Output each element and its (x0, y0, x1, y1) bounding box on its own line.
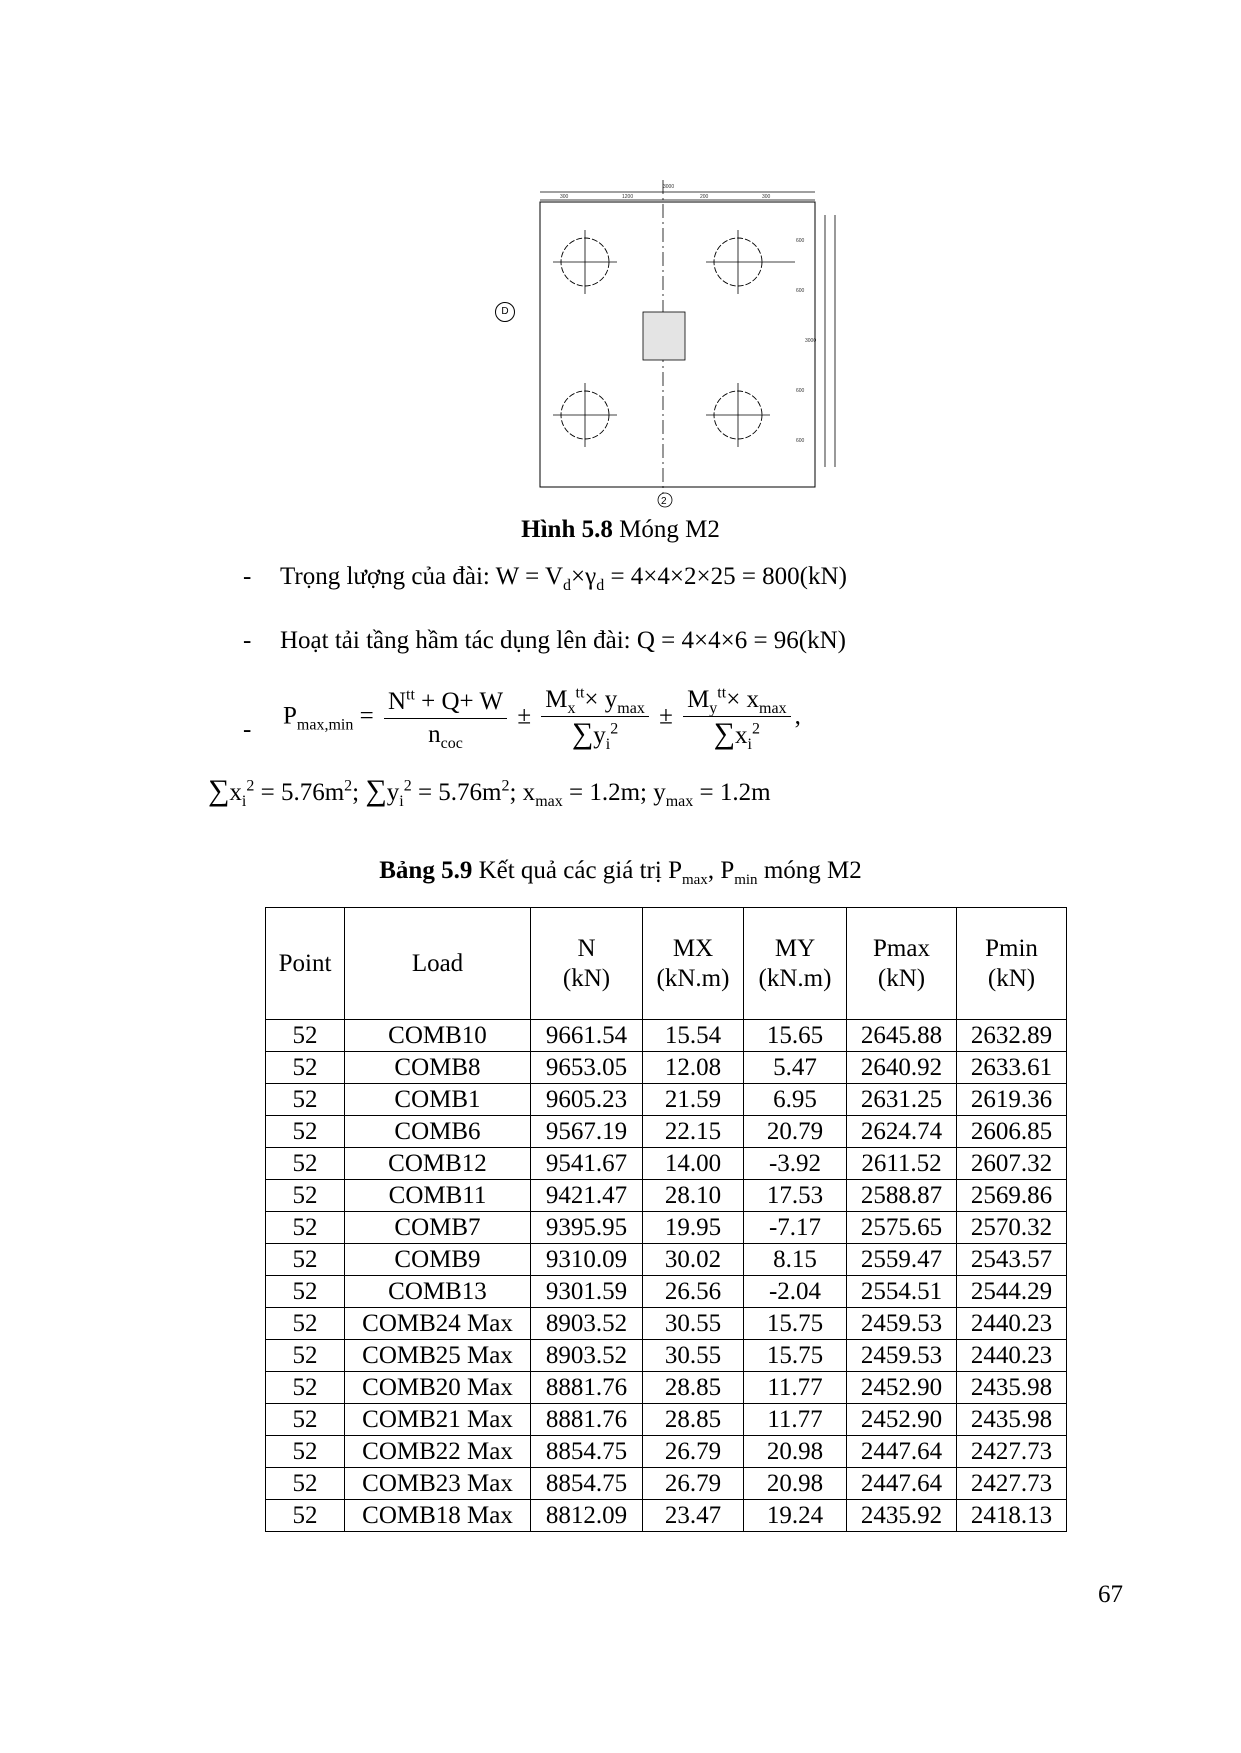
table-cell: 52 (266, 1276, 345, 1308)
table-cell: 9310.09 (531, 1244, 643, 1276)
table-cell: 2631.25 (847, 1084, 957, 1116)
table-row (266, 1500, 1067, 1532)
dim-label-3: 200 (700, 194, 709, 200)
table-cell: 52 (266, 1180, 345, 1212)
table-cell: 2452.90 (847, 1404, 957, 1436)
bullet-dash-1: - (243, 563, 252, 590)
table-cell: COMB23 Max (345, 1468, 531, 1500)
table-cell: 6.95 (744, 1084, 847, 1116)
axis-bubble-2: 2 (661, 496, 667, 507)
table-cell: COMB13 (345, 1276, 531, 1308)
table-row (266, 1084, 1067, 1116)
table-caption: Bảng 5.9 Kết quả các giá trị $P_{max}$, $P_{min}$ móng M2 (379, 857, 862, 888)
table-cell: 2544.29 (957, 1276, 1067, 1308)
table-row (266, 1148, 1067, 1180)
table-cell: 28.85 (643, 1372, 744, 1404)
side-dim-5: 600 (796, 438, 805, 444)
table-cell: 52 (266, 1212, 345, 1244)
table-cell: 12.08 (643, 1052, 744, 1084)
header-pmin: Pmin (kN) (957, 908, 1067, 1020)
table-cell: 2459.53 (847, 1340, 957, 1372)
table-row (266, 1244, 1067, 1276)
table-cell: 19.24 (744, 1500, 847, 1532)
table-cell: 11.77 (744, 1372, 847, 1404)
table-cell: COMB7 (345, 1212, 531, 1244)
table-cell: 9541.67 (531, 1148, 643, 1180)
table-cell: 2588.87 (847, 1180, 957, 1212)
table-row (266, 1180, 1067, 1212)
table-cell: 52 (266, 1436, 345, 1468)
table-row (266, 1308, 1067, 1340)
table-cell: 2606.85 (957, 1116, 1067, 1148)
table-cell: 2543.57 (957, 1244, 1067, 1276)
header-mx: MX (kN.m) (643, 908, 744, 1020)
table-cell: COMB21 Max (345, 1404, 531, 1436)
table-cell: 2607.32 (957, 1148, 1067, 1180)
header-point: Point (266, 908, 345, 1020)
column (643, 312, 685, 360)
bullet-dash-3: - (243, 716, 252, 743)
table-row (266, 1468, 1067, 1500)
dim-label-1: 300 (560, 194, 569, 200)
table-cell: 2570.32 (957, 1212, 1067, 1244)
table-cell: 28.10 (643, 1180, 744, 1212)
table-cell: 2452.90 (847, 1372, 957, 1404)
table-cell: 2624.74 (847, 1116, 957, 1148)
table-cell: 52 (266, 1468, 345, 1500)
table-header-row (266, 908, 1067, 1020)
table-cell: COMB22 Max (345, 1436, 531, 1468)
table-cell: COMB18 Max (345, 1500, 531, 1532)
table-row (266, 1052, 1067, 1084)
table-cell: 8903.52 (531, 1308, 643, 1340)
table-cell: 15.75 (744, 1340, 847, 1372)
page-number: 67 (1098, 1581, 1123, 1608)
table-row (266, 1212, 1067, 1244)
pmax-formula: $P_{max,min}$ = $\frac{N^{tt} + Q+ W}{n_{coc}}$ ± $\frac{M_x^{tt}\times y_{max}}{\sum y_i^2}$ ± $\frac{M_y^{tt}\times x_{max}}{\sum x_i^2}$ , (283, 684, 801, 753)
table-cell: 20.79 (744, 1116, 847, 1148)
sums-formula: $\sum x_i^2 = 5.76m^2$; $\sum y_i^2 = 5.76m^2$; $x_{max} = 1.2m$; $y_{max} = 1.2m$ (208, 774, 771, 810)
table-cell: 52 (266, 1340, 345, 1372)
table-cell: 2427.73 (957, 1468, 1067, 1500)
pile-bottom-left (553, 383, 617, 447)
result-table (265, 907, 1067, 1532)
table-cell: COMB10 (345, 1020, 531, 1052)
header-pmax: Pmax (kN) (847, 908, 957, 1020)
table-row (266, 1276, 1067, 1308)
table-cell: 14.00 (643, 1148, 744, 1180)
dim-label-2: 1200 (622, 194, 634, 200)
table-cell: 22.15 (643, 1116, 744, 1148)
table-cell: 52 (266, 1084, 345, 1116)
table-cell: 2619.36 (957, 1084, 1067, 1116)
table-cell: 30.55 (643, 1340, 744, 1372)
table-cell: 2447.64 (847, 1436, 957, 1468)
table-cell: 9661.54 (531, 1020, 643, 1052)
table-cell: 11.77 (744, 1404, 847, 1436)
table-cell: COMB12 (345, 1148, 531, 1180)
figure-caption: Hình 5.8 Móng M2 (521, 516, 720, 543)
table-cell: 8881.76 (531, 1404, 643, 1436)
table-cell: -7.17 (744, 1212, 847, 1244)
table-cell: 2645.88 (847, 1020, 957, 1052)
table-cell: 2569.86 (957, 1180, 1067, 1212)
table-cell: 17.53 (744, 1180, 847, 1212)
axis-bubble-d: D (495, 302, 515, 322)
table-cell: 20.98 (744, 1436, 847, 1468)
live-load-formula: Hoạt tải tầng hầm tác dụng lên đài: Q = 4×4×6 = 96(kN) (280, 627, 846, 654)
pile-bottom-right (706, 383, 770, 447)
table-cell: 5.47 (744, 1052, 847, 1084)
table-cell: 2559.47 (847, 1244, 957, 1276)
table-row (266, 1404, 1067, 1436)
table-cell: 9421.47 (531, 1180, 643, 1212)
header-load: Load (345, 908, 531, 1020)
side-dim-3: 3000 (805, 338, 817, 344)
table-row (266, 1436, 1067, 1468)
table-cell: 20.98 (744, 1468, 847, 1500)
table-cell: 52 (266, 1148, 345, 1180)
table-cell: 2435.92 (847, 1500, 957, 1532)
dim-label-4: 300 (762, 194, 771, 200)
table-row (266, 1372, 1067, 1404)
table-cell: -2.04 (744, 1276, 847, 1308)
table-cell: 2459.53 (847, 1308, 957, 1340)
table-cell: 52 (266, 1500, 345, 1532)
table-cell: 52 (266, 1244, 345, 1276)
table-cell: COMB25 Max (345, 1340, 531, 1372)
table-cell: 15.65 (744, 1020, 847, 1052)
table-cell: COMB8 (345, 1052, 531, 1084)
table-cell: 2554.51 (847, 1276, 957, 1308)
table-cell: 8854.75 (531, 1468, 643, 1500)
table-row (266, 1340, 1067, 1372)
side-dim-4: 600 (796, 388, 805, 394)
table-cell: 52 (266, 1116, 345, 1148)
table-cell: COMB9 (345, 1244, 531, 1276)
table-cell: 19.95 (643, 1212, 744, 1244)
table-cell: 28.85 (643, 1404, 744, 1436)
foundation-drawing (525, 180, 845, 510)
table-cell: 2440.23 (957, 1308, 1067, 1340)
table-cell: COMB24 Max (345, 1308, 531, 1340)
table-cell: 9567.19 (531, 1116, 643, 1148)
table-cell: 9301.59 (531, 1276, 643, 1308)
table-cell: 9653.05 (531, 1052, 643, 1084)
table-cell: 8.15 (744, 1244, 847, 1276)
table-cell: 30.55 (643, 1308, 744, 1340)
table-cell: 26.79 (643, 1436, 744, 1468)
table-cell: 2435.98 (957, 1372, 1067, 1404)
table-cell: 52 (266, 1372, 345, 1404)
table-cell: 2632.89 (957, 1020, 1067, 1052)
side-dim-2: 600 (796, 288, 805, 294)
table-cell: 2447.64 (847, 1468, 957, 1500)
table-cell: 8812.09 (531, 1500, 643, 1532)
weight-formula: Trọng lượng của đài: $W = V_d\times\gamma_d = 4\times 4\times 2\times 25 = 800(kN)$ (280, 563, 847, 594)
top-dimension-label: 3000 (663, 184, 675, 190)
table-cell: 15.75 (744, 1308, 847, 1340)
table-cell: 21.59 (643, 1084, 744, 1116)
table-cell: COMB11 (345, 1180, 531, 1212)
table-cell: 2575.65 (847, 1212, 957, 1244)
table-cell: 9605.23 (531, 1084, 643, 1116)
table-cell: 15.54 (643, 1020, 744, 1052)
table-cell: 2427.73 (957, 1436, 1067, 1468)
table-cell: 26.79 (643, 1468, 744, 1500)
table-cell: COMB1 (345, 1084, 531, 1116)
table-cell: 26.56 (643, 1276, 744, 1308)
table-cell: 8903.52 (531, 1340, 643, 1372)
pile-top-left (553, 230, 617, 294)
table-cell: 52 (266, 1404, 345, 1436)
table-cell: 2440.23 (957, 1340, 1067, 1372)
table-cell: 2640.92 (847, 1052, 957, 1084)
pile-top-right (706, 230, 795, 294)
table-cell: COMB20 Max (345, 1372, 531, 1404)
bullet-dash-2: - (243, 627, 252, 654)
table-cell: 52 (266, 1308, 345, 1340)
table-cell: 8881.76 (531, 1372, 643, 1404)
table-cell: COMB6 (345, 1116, 531, 1148)
table-cell: 2633.61 (957, 1052, 1067, 1084)
table-row (266, 1116, 1067, 1148)
header-n: N (kN) (531, 908, 643, 1020)
table-cell: 8854.75 (531, 1436, 643, 1468)
table-cell: 2611.52 (847, 1148, 957, 1180)
table-cell: 52 (266, 1052, 345, 1084)
table-cell: 9395.95 (531, 1212, 643, 1244)
side-dim-1: 600 (796, 238, 805, 244)
table-cell: 52 (266, 1020, 345, 1052)
table-cell: 2435.98 (957, 1404, 1067, 1436)
table-cell: 2418.13 (957, 1500, 1067, 1532)
table-cell: -3.92 (744, 1148, 847, 1180)
table-row (266, 1020, 1067, 1052)
header-my: MY (kN.m) (744, 908, 847, 1020)
table-cell: 23.47 (643, 1500, 744, 1532)
table-cell: 30.02 (643, 1244, 744, 1276)
